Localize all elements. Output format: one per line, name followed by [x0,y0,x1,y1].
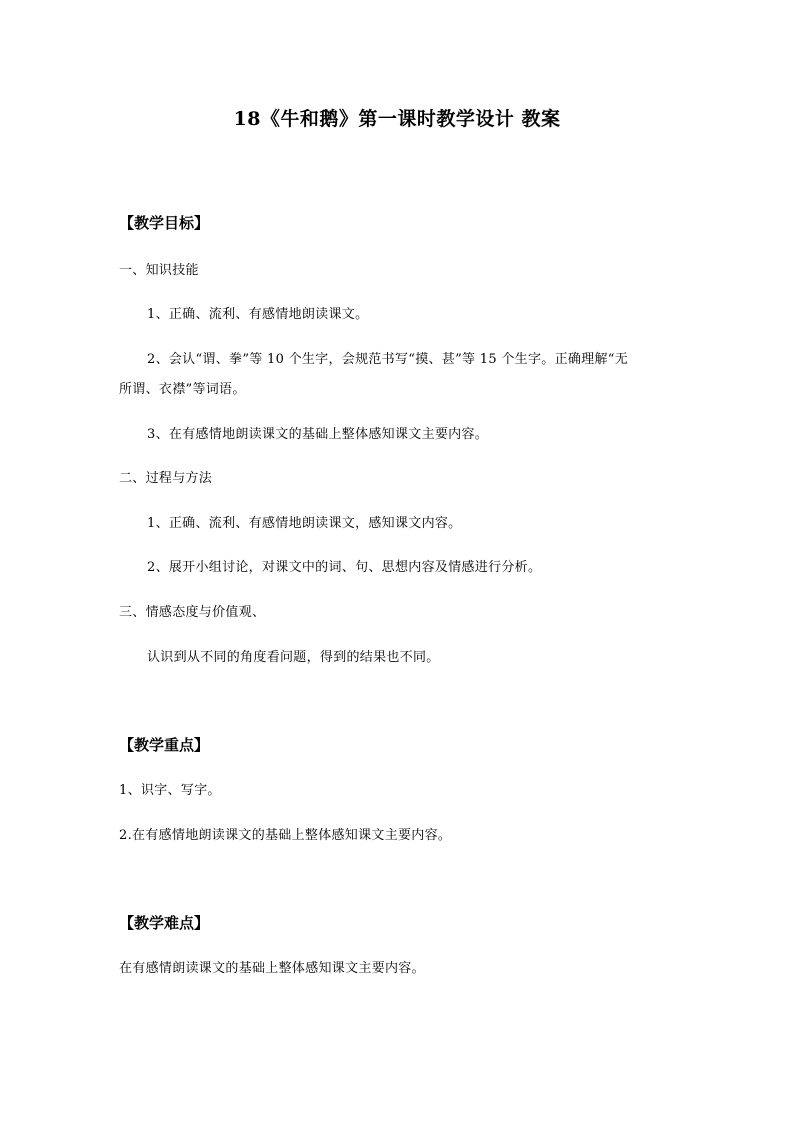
process-item-2: 2、展开小组讨论，对课文中的词、句、思想内容及情感进行分析。 [147,560,542,575]
knowledge-item-2-line-2: 所谓、衣襟”等词语。 [119,382,246,397]
key-point-item-1: 1、识字、写字。 [119,783,221,798]
knowledge-item-1: 1、正确、流利、有感情地朗读课文。 [147,307,369,322]
difficulty-item-1: 在有感情朗读课文的基础上整体感知课文主要内容。 [119,961,425,976]
difficulties-heading: 【教学难点】 [119,914,210,932]
document-title: 18《牛和鹅》第一课时教学设计 教案 [233,108,561,130]
process-item-1: 1、正确、流利、有感情地朗读课文，感知课文内容。 [147,516,462,531]
section-process-methods-title: 二、过程与方法 [119,471,213,486]
key-point-item-2: 2.在有感情地朗读课文的基础上整体感知课文主要内容。 [119,828,452,843]
emotion-item-1: 认识到从不同的角度看问题，得到的结果也不同。 [147,650,440,665]
section-knowledge-skills-title: 一、知识技能 [119,263,199,278]
objectives-heading: 【教学目标】 [119,214,210,232]
knowledge-item-3: 3、在有感情地朗读课文的基础上整体感知课文主要内容。 [147,427,489,442]
section-emotion-values-title: 三、情感态度与价值观、 [119,605,266,620]
knowledge-item-2-line-1: 2、会认“谓、拳”等 10 个生字，会规范书写“摸、甚”等 15 个生字。正确理解“无 [147,352,629,367]
key-points-heading: 【教学重点】 [119,736,210,754]
